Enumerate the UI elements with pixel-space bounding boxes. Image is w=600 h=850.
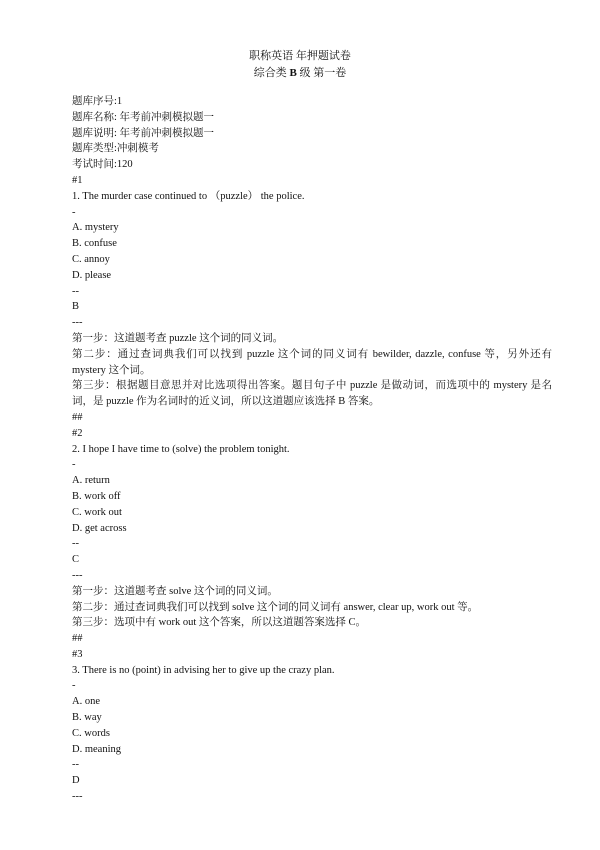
option: B. way xyxy=(72,712,102,724)
answer: D xyxy=(72,775,80,787)
explanation-step: 第二步：通过查词典我们可以找到 puzzle 这个词的同义词有 bewilder, dazzle, confuse 等，另外还有 mystery 这个词。 xyxy=(72,348,552,376)
question-end: ## xyxy=(72,633,83,645)
document-subtitle xyxy=(0,65,600,82)
question-stem: 2. I hope I have time to (solve) the problem tonight. xyxy=(72,443,290,455)
document-body xyxy=(72,94,552,805)
option: D. meaning xyxy=(72,743,121,755)
meta-line: 题库序号:1 xyxy=(72,96,123,107)
explanation-step: 第一步：这道题考查 solve 这个词的同义词。 xyxy=(72,585,278,597)
separator: --- xyxy=(72,791,83,803)
question-marker: #3 xyxy=(72,648,83,660)
question-marker: #2 xyxy=(72,427,83,439)
subtitle-prefix: 综合类 xyxy=(253,67,287,79)
meta-line: 题库说明: 年考前冲刺模拟题一 xyxy=(72,127,215,139)
meta-line: 题库名称: 年考前冲刺模拟题一 xyxy=(72,111,215,123)
explanation-step: 第三步：选项中有 work out 这个答案，所以这道题答案选择 C。 xyxy=(72,617,366,629)
separator: - xyxy=(72,680,76,692)
separator: - xyxy=(72,206,76,218)
question-stem: 1. The murder case continued to （puzzle） the police. xyxy=(72,190,305,202)
separator: -- xyxy=(72,538,79,550)
option: D. please xyxy=(72,269,112,281)
subtitle-suffix: 级 第一卷 xyxy=(299,67,347,79)
option: A. one xyxy=(72,696,100,708)
separator: --- xyxy=(72,317,83,329)
question-marker: #1 xyxy=(72,174,83,186)
separator: -- xyxy=(72,759,79,771)
answer: B xyxy=(72,301,80,313)
option: C. annoy xyxy=(72,253,110,265)
subtitle-level: B xyxy=(289,67,297,79)
document-header xyxy=(0,48,600,82)
option: C. work out xyxy=(72,506,122,518)
separator: -- xyxy=(72,285,79,297)
explanation-step: 第三步：根据题目意思并对比选项得出答案。题目句子中 puzzle 是做动词，而选项中的 mystery 是名词，是 puzzle 作为名词时的近义词，所以这道题应该选择 B 答案。 xyxy=(72,380,552,408)
meta-line: 考试时间:120 xyxy=(72,159,133,171)
option: A. return xyxy=(72,475,110,487)
answer: C xyxy=(72,554,80,566)
separator: --- xyxy=(72,569,83,581)
document-title: 职称英语 年押题试卷 xyxy=(249,50,351,62)
option: A. mystery xyxy=(72,222,119,234)
explanation-step: 第一步：这道题考查 puzzle 这个词的同义词。 xyxy=(72,332,284,344)
option: B. work off xyxy=(72,490,121,502)
option: B. confuse xyxy=(72,238,117,250)
explanation-step: 第二步：通过查词典我们可以找到 solve 这个词的同义词有 answer, clear up, work out 等。 xyxy=(72,601,479,613)
separator: - xyxy=(72,459,76,471)
question-end: ## xyxy=(72,411,83,423)
option: C. words xyxy=(72,727,110,739)
option: D. get across xyxy=(72,522,127,534)
question-stem: 3. There is no (point) in advising her to give up the crazy plan. xyxy=(72,664,335,676)
meta-line: 题库类型:冲刺模考 xyxy=(72,143,159,155)
